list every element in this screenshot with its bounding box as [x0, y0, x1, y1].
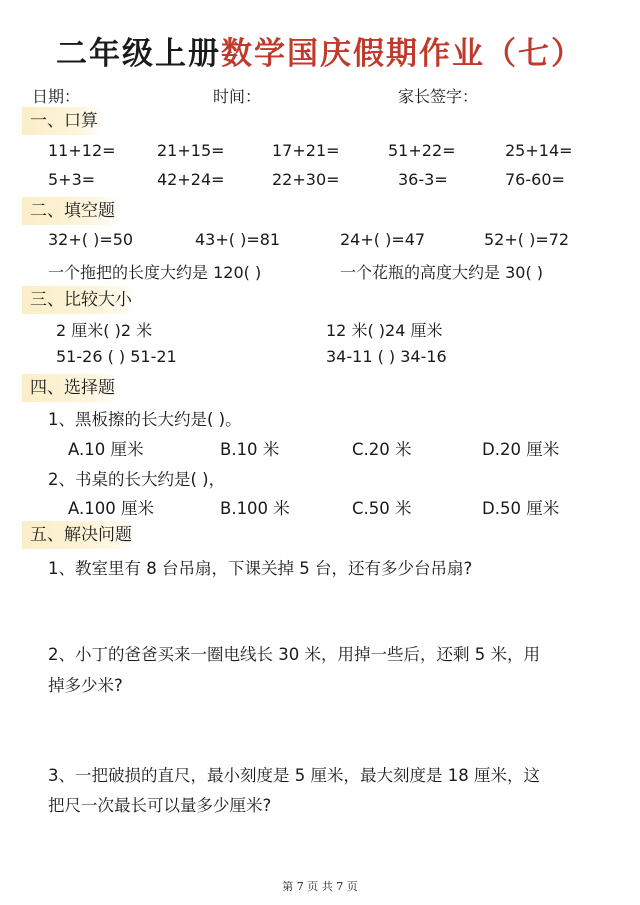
choice-option: C.50 米 — [352, 499, 412, 518]
parent-signature-label: 家长签字： — [398, 87, 479, 106]
fill-item: 32+( )=50 — [48, 230, 134, 249]
choice-question: 1、黑板擦的长大约是( )。 — [48, 410, 242, 429]
compare-item: 51-26 ( ) 51-21 — [56, 347, 177, 366]
choice-option: D.20 厘米 — [482, 440, 560, 459]
word-problem: 3、一把破损的直尺，最小刻度是 5 厘米，最大刻度是 18 厘米，这 — [48, 766, 540, 785]
choice-option: B.10 米 — [220, 440, 280, 459]
choice-option: C.20 米 — [352, 440, 412, 459]
title-subject: 数学国庆假期作业（七） — [221, 36, 584, 72]
choice-option: A.100 厘米 — [68, 499, 154, 518]
calc-item: 5+3= — [48, 170, 96, 189]
compare-item: 2 厘米( )2 米 — [56, 321, 153, 340]
page-title — [0, 28, 640, 73]
calc-item: 11+12= — [48, 141, 116, 160]
calc-item: 17+21= — [272, 141, 340, 160]
fill-item: 24+( )=47 — [340, 230, 426, 249]
choice-option: A.10 厘米 — [68, 440, 144, 459]
choice-option: B.100 米 — [220, 499, 290, 518]
fill-item: 一个花瓶的高度大约是 30( ) — [340, 263, 544, 282]
calc-item: 51+22= — [388, 141, 456, 160]
calc-item: 36-3= — [398, 170, 448, 189]
page-footer: 第 7 页 共 7 页 — [282, 880, 358, 893]
fill-item: 52+( )=72 — [484, 230, 570, 249]
date-label: 日期： — [32, 87, 81, 106]
section-heading-compare: 三、比较大小 — [22, 286, 138, 314]
fill-item: 43+( )=81 — [195, 230, 281, 249]
word-problem: 2、小丁的爸爸买来一圈电线长 30 米，用掉一些后，还剩 5 米，用 — [48, 645, 540, 664]
choice-option: D.50 厘米 — [482, 499, 560, 518]
section-heading-choice: 四、选择题 — [22, 374, 121, 402]
time-label: 时间： — [213, 87, 262, 106]
title-grade: 二年级上册 — [56, 36, 221, 72]
calc-item: 22+30= — [272, 170, 340, 189]
calc-item: 21+15= — [157, 141, 225, 160]
compare-item: 34-11 ( ) 34-16 — [326, 347, 447, 366]
section-heading-fill-blank: 二、填空题 — [22, 197, 121, 225]
calc-item: 76-60= — [505, 170, 565, 189]
section-heading-oral-calc: 一、口算 — [22, 107, 104, 135]
compare-item: 12 米( )24 厘米 — [326, 321, 443, 340]
word-problem-continuation: 掉多少米? — [48, 676, 123, 695]
word-problem-continuation: 把尺一次最长可以量多少厘米? — [48, 796, 272, 815]
calc-item: 25+14= — [505, 141, 573, 160]
choice-question: 2、书桌的长大约是( )， — [48, 470, 226, 489]
calc-item: 42+24= — [157, 170, 225, 189]
word-problem: 1、教室里有 8 台吊扇，下课关掉 5 台，还有多少台吊扇? — [48, 559, 473, 578]
section-heading-word-problems: 五、解决问题 — [22, 521, 138, 549]
fill-item: 一个拖把的长度大约是 120( ) — [48, 263, 262, 282]
